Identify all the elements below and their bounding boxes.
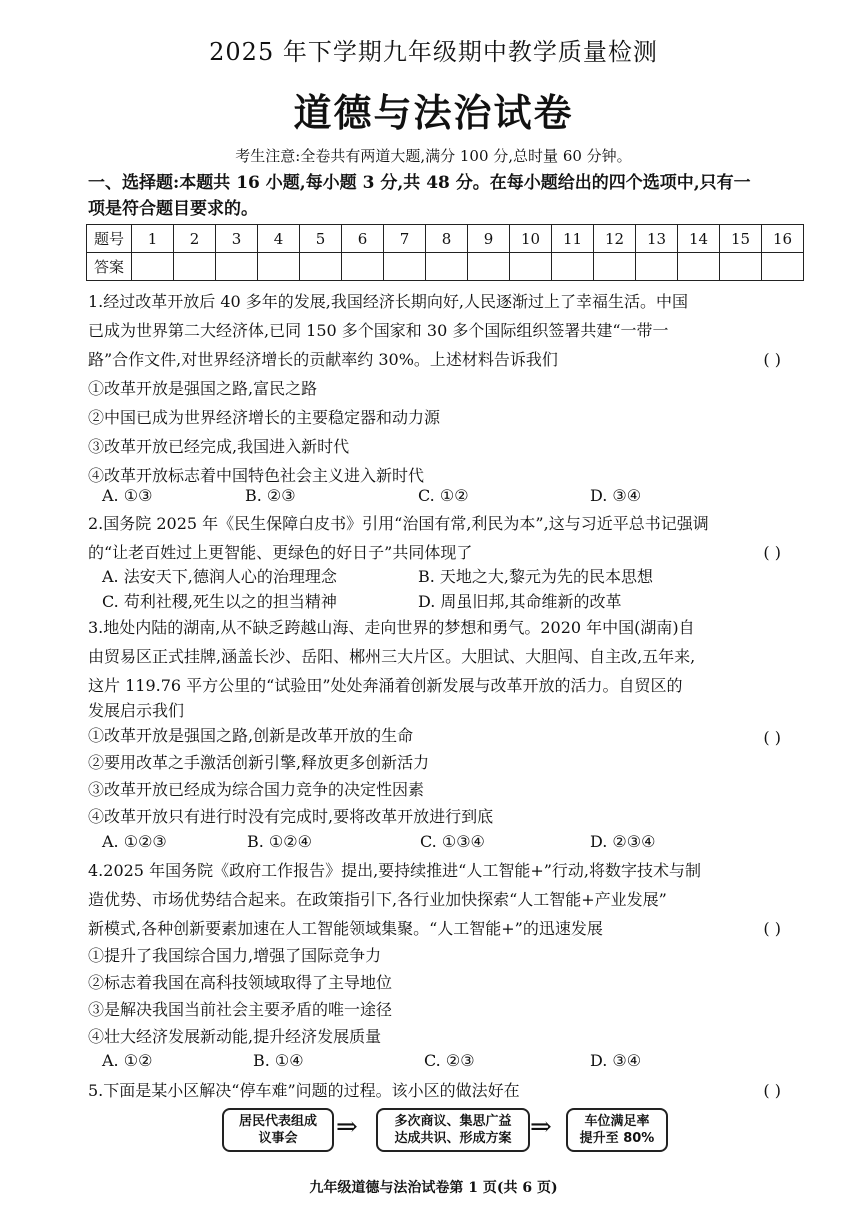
answer-cell[interactable] (384, 253, 426, 281)
answer-cell[interactable] (258, 253, 300, 281)
answer-cell[interactable] (468, 253, 510, 281)
q1-item: ③改革开放已经完成,我国进入新时代 (88, 437, 350, 456)
q3-stem-line: 3.地处内陆的湖南,从不缺乏跨越山海、走向世界的梦想和勇气。2020 年中国(湖南)自 (88, 618, 695, 637)
q2-option-c[interactable]: C. 苟利社稷,死生以之的担当精神 (102, 592, 337, 611)
table-number-cell: 3 (216, 225, 258, 253)
arrow-right-icon: ⇒ (336, 1112, 358, 1142)
q1-stem-line: 已成为世界第二大经济体,已同 150 多个国家和 30 多个国际组织签署共建“一带一 (88, 321, 669, 340)
table-label-answer: 答案 (87, 253, 132, 281)
q3-stem-line: 发展启示我们 (88, 701, 185, 720)
table-number-cell: 14 (678, 225, 720, 253)
answer-table-number-row (87, 225, 804, 253)
flow-step-consultation: 多次商议、集思广益 达成共识、形成方案 (376, 1108, 530, 1152)
table-number-cell: 16 (762, 225, 804, 253)
q4-stem-line: 新模式,各种创新要素加速在人工智能领域集聚。“人工智能+”的迅速发展 (88, 919, 603, 938)
table-number-cell: 13 (636, 225, 678, 253)
answer-cell[interactable] (132, 253, 174, 281)
q4-item: ②标志着我国在高科技领域取得了主导地位 (88, 973, 393, 992)
table-number-cell: 4 (258, 225, 300, 253)
q2-option-d[interactable]: D. 周虽旧邦,其命维新的改革 (418, 592, 622, 611)
table-number-cell: 7 (384, 225, 426, 253)
table-number-cell: 9 (468, 225, 510, 253)
answer-table (86, 224, 804, 281)
q2-stem-line: 的“让老百姓过上更智能、更绿色的好日子”共同体现了 (88, 543, 473, 562)
q4-item: ④壮大经济发展新动能,提升经济发展质量 (88, 1027, 382, 1046)
q1-item: ①改革开放是强国之路,富民之路 (88, 379, 318, 398)
section-heading-line2: 项是符合题目要求的。 (88, 199, 258, 219)
q4-stem-line: 造优势、市场优势结合起来。在政策指引下,各行业加快探索“人工智能+产业发展” (88, 890, 667, 909)
answer-cell[interactable] (594, 253, 636, 281)
q2-option-b[interactable]: B. 天地之大,黎元为先的民本思想 (418, 567, 654, 586)
q1-option-d[interactable]: D. ③④ (590, 486, 642, 505)
answer-table-answer-row (87, 253, 804, 281)
answer-cell[interactable] (426, 253, 468, 281)
q2-option-a[interactable]: A. 法安天下,德润人心的治理理念 (102, 567, 337, 586)
q4-option-a[interactable]: A. ①② (102, 1051, 153, 1070)
table-number-cell: 6 (342, 225, 384, 253)
table-number-cell: 5 (300, 225, 342, 253)
answer-cell[interactable] (216, 253, 258, 281)
answer-cell[interactable] (678, 253, 720, 281)
q1-option-a[interactable]: A. ①③ (102, 486, 153, 505)
answer-cell[interactable] (342, 253, 384, 281)
q4-option-b[interactable]: B. ①④ (253, 1051, 304, 1070)
q3-option-d[interactable]: D. ②③④ (590, 832, 656, 851)
q4-item: ①提升了我国综合国力,增强了国际竞争力 (88, 946, 382, 965)
q3-option-a[interactable]: A. ①②③ (102, 832, 167, 851)
table-number-cell: 12 (594, 225, 636, 253)
table-number-cell: 15 (720, 225, 762, 253)
q5-flowchart (222, 1104, 702, 1154)
answer-cell[interactable] (762, 253, 804, 281)
answer-cell[interactable] (636, 253, 678, 281)
q4-option-c[interactable]: C. ②③ (424, 1051, 475, 1070)
exam-title: 道德与法治试卷 (293, 90, 574, 135)
q3-item: ③改革开放已经成为综合国力竞争的决定性因素 (88, 780, 425, 799)
table-label-number: 题号 (87, 225, 132, 253)
table-number-cell: 8 (426, 225, 468, 253)
q3-answer-paren: ( ) (763, 728, 781, 747)
q4-item: ③是解决我国当前社会主要矛盾的唯一途径 (88, 1000, 393, 1019)
answer-cell[interactable] (720, 253, 762, 281)
q1-option-c[interactable]: C. ①② (418, 486, 469, 505)
page-footer: 九年级道德与法治试卷第 1 页(共 6 页) (309, 1180, 558, 1196)
q3-option-b[interactable]: B. ①②④ (247, 832, 312, 851)
q1-option-b[interactable]: B. ②③ (245, 486, 296, 505)
flow-step-result: 车位满足率 提升至 80% (566, 1108, 668, 1152)
answer-cell[interactable] (552, 253, 594, 281)
q4-stem-line: 4.2025 年国务院《政府工作报告》提出,要持续推进“人工智能+”行动,将数字技术与制 (88, 861, 702, 880)
table-number-cell: 2 (174, 225, 216, 253)
exam-header: 2025 年下学期九年级期中教学质量检测 (209, 38, 658, 66)
q1-answer-paren: ( ) (763, 350, 781, 369)
q4-answer-paren: ( ) (763, 919, 781, 938)
q4-option-d[interactable]: D. ③④ (590, 1051, 642, 1070)
answer-cell[interactable] (510, 253, 552, 281)
q2-stem-line: 2.国务院 2025 年《民生保障白皮书》引用“治国有常,利民为本”,这与习近平总书记强调 (88, 514, 709, 533)
q1-stem-line: 路”合作文件,对世界经济增长的贡献率约 30%。上述材料告诉我们 (88, 350, 558, 369)
q2-answer-paren: ( ) (763, 543, 781, 562)
q1-stem-line: 1.经过改革开放后 40 多年的发展,我国经济长期向好,人民逐渐过上了幸福生活。中国 (88, 292, 688, 311)
answer-cell[interactable] (300, 253, 342, 281)
table-number-cell: 10 (510, 225, 552, 253)
q5-answer-paren: ( ) (763, 1081, 781, 1100)
q3-stem-line: 由贸易区正式挂牌,涵盖长沙、岳阳、郴州三大片区。大胆试、大胆闯、自主改,五年来, (88, 647, 696, 666)
answer-cell[interactable] (174, 253, 216, 281)
section-heading-line1: 一、选择题:本题共 16 小题,每小题 3 分,共 48 分。在每小题给出的四个选项中,只有一 (88, 173, 751, 193)
table-number-cell: 1 (132, 225, 174, 253)
q1-item: ②中国已成为世界经济增长的主要稳定器和动力源 (88, 408, 441, 427)
exam-notice: 考生注意:全卷共有两道大题,满分 100 分,总时量 60 分钟。 (235, 147, 632, 165)
q3-stem-line: 这片 119.76 平方公里的“试验田”处处奔涌着创新发展与改革开放的活力。自贸区的 (88, 676, 683, 695)
q1-item: ④改革开放标志着中国特色社会主义进入新时代 (88, 466, 425, 485)
q3-item: ④改革开放只有进行时没有完成时,要将改革开放进行到底 (88, 807, 494, 826)
flow-step-council: 居民代表组成 议事会 (222, 1108, 334, 1152)
table-number-cell: 11 (552, 225, 594, 253)
q3-option-c[interactable]: C. ①③④ (420, 832, 485, 851)
q3-item: ①改革开放是强国之路,创新是改革开放的生命 (88, 726, 414, 745)
q3-item: ②要用改革之手激活创新引擎,释放更多创新活力 (88, 753, 430, 772)
q5-stem-line: 5.下面是某小区解决“停车难”问题的过程。该小区的做法好在 (88, 1081, 520, 1100)
arrow-right-icon: ⇒ (530, 1112, 552, 1142)
